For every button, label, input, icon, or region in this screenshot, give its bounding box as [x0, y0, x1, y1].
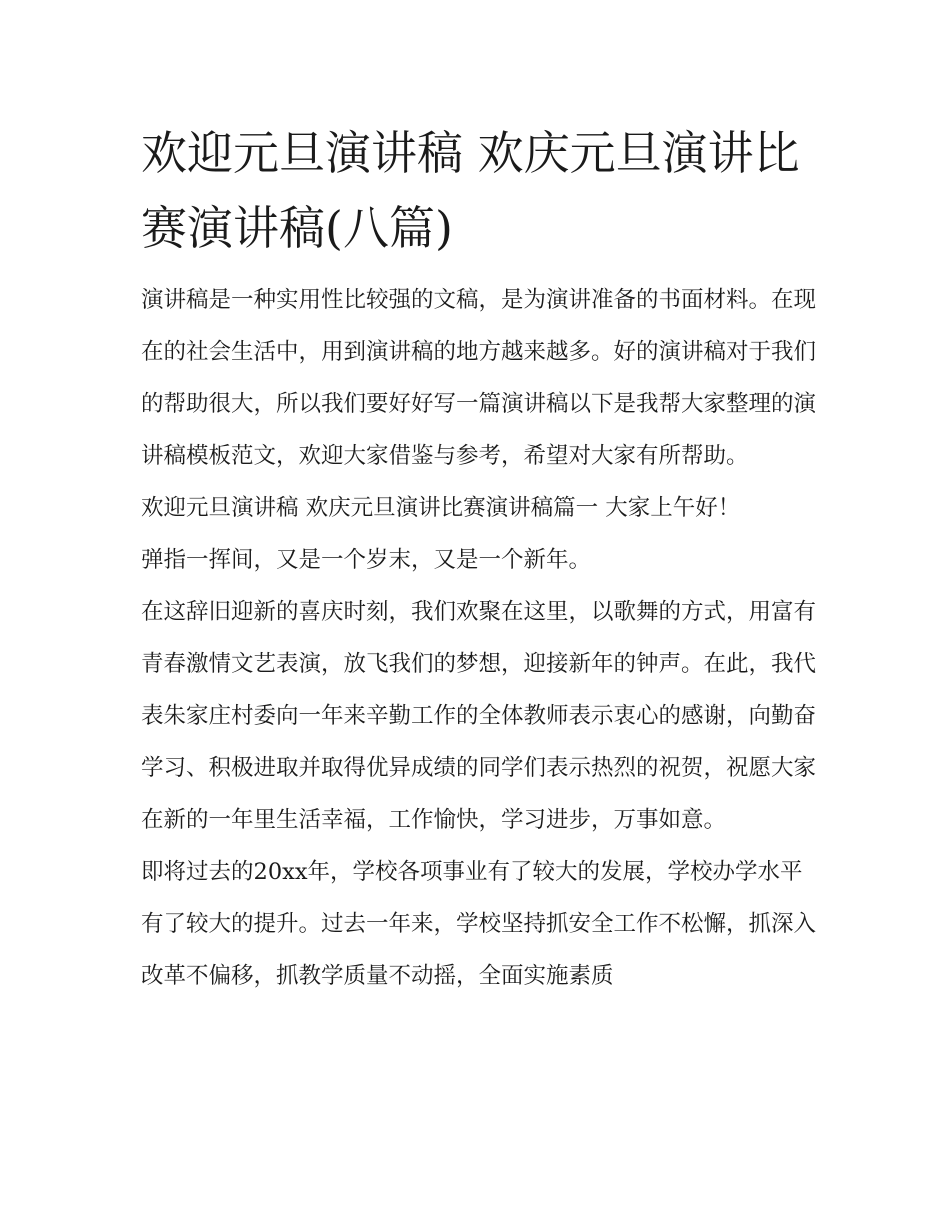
- paragraph-celebration: 在这辞旧迎新的喜庆时刻，我们欢聚在这里，以歌舞的方式，用富有青春激情文艺表演，放飞我们的梦想，迎接新年的钟声。在此，我代表朱家庄村委向一年来辛勤工作的全体教师表示衷心的感谢，向勤奋学习、积极进取并取得优异成绩的同学们表示热烈的祝贺，祝愿大家在新的一年里生活幸福，工作愉快，学习进步，万事如意。: [141, 599, 817, 833]
- paragraph-new-year: 弹指一挥间，又是一个岁末，又是一个新年。: [141, 547, 592, 573]
- document-title: 欢迎元旦演讲稿 欢庆元旦演讲比赛演讲稿(八篇): [141, 126, 800, 255]
- paragraph-school-review: 即将过去的20xx年，学校各项事业有了较大的发展，学校办学水平有了较大的提升。过去一年来，学校坚持抓安全工作不松懈，抓深入改革不偏移，抓教学质量不动摇，全面实施素质: [141, 859, 817, 989]
- paragraph-speech-heading: 欢迎元旦演讲稿 欢庆元旦演讲比赛演讲稿篇一 大家上午好！: [141, 495, 741, 521]
- document-body: [141, 116, 821, 1002]
- paragraph-intro: 演讲稿是一种实用性比较强的文稿，是为演讲准备的书面材料。在现在的社会生活中，用到演讲稿的地方越来越多。好的演讲稿对于我们的帮助很大，所以我们要好好写一篇演讲稿以下是我帮大家整理的演讲稿模板范文，欢迎大家借鉴与参考，希望对大家有所帮助。: [141, 287, 817, 469]
